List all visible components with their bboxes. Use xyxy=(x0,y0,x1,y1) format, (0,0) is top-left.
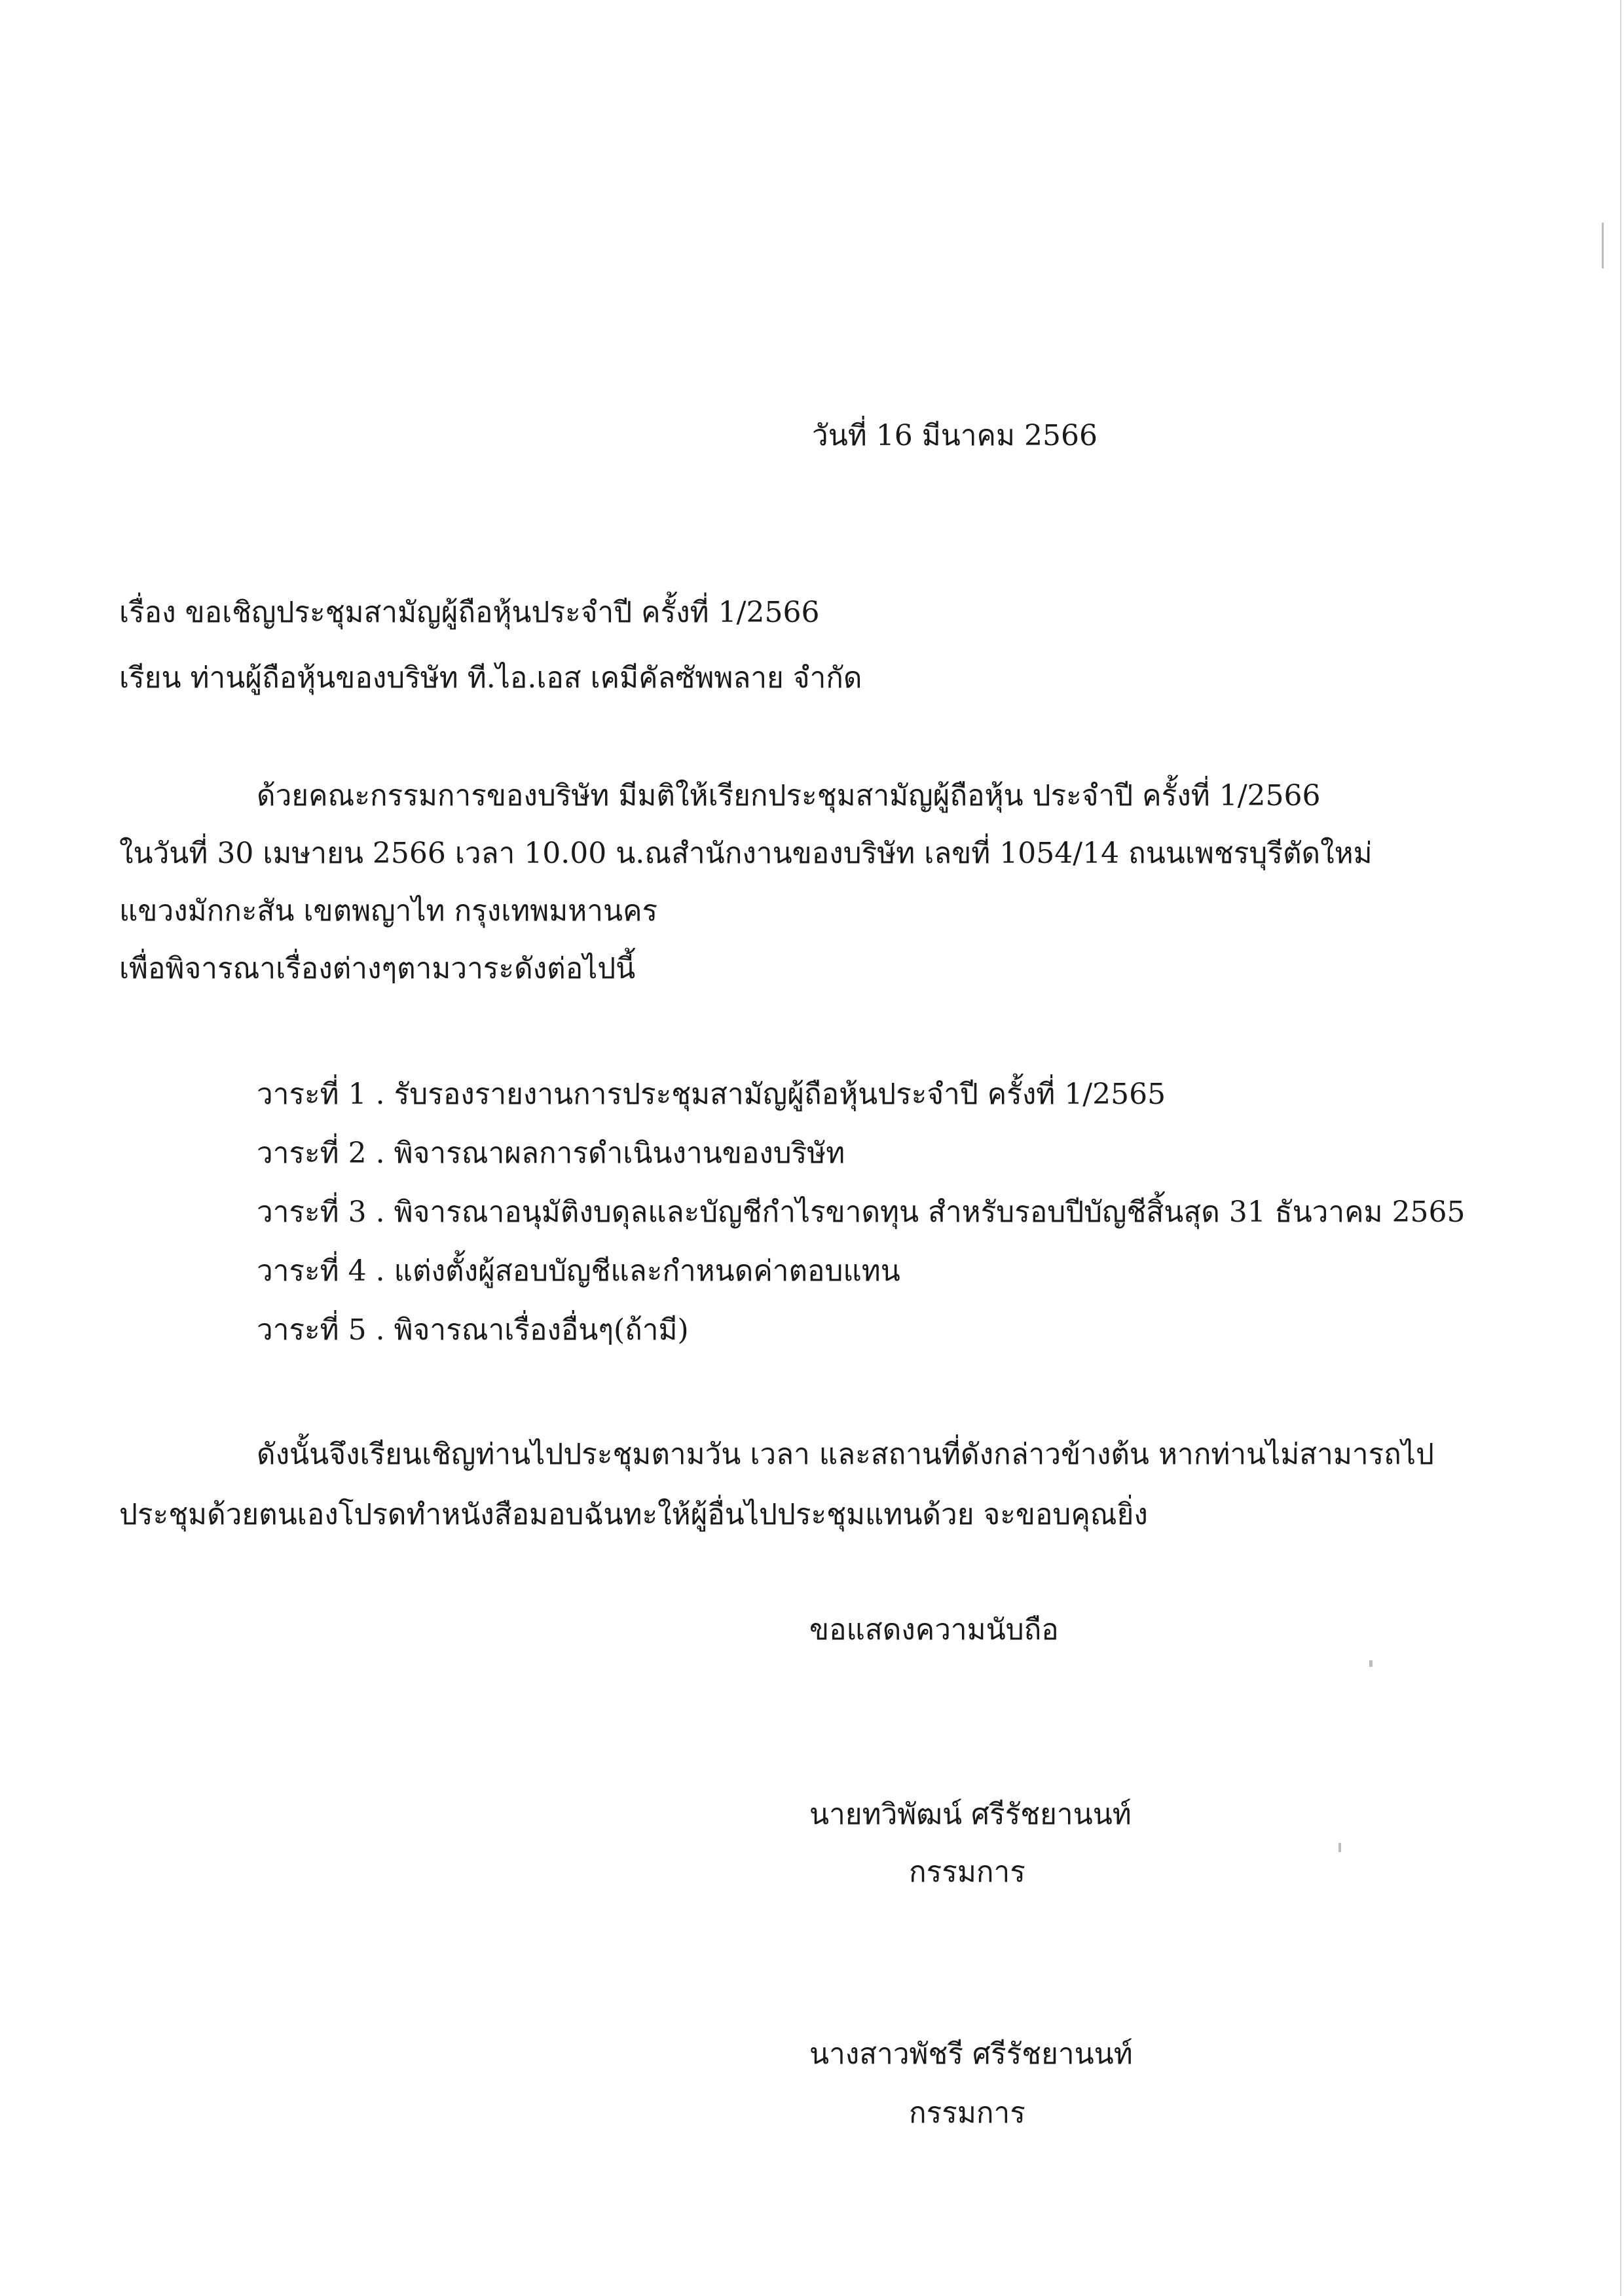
letter-date: วันที่ 16 มีนาคม 2566 xyxy=(812,419,1098,452)
body-intro-line: ในวันที่ 30 เมษายน 2566 เวลา 10.00 น.ณสำนักงานของบริษัท เลขที่ 1054/14 ถนนเพชรบุรีตัดใหม่ xyxy=(119,837,1373,870)
scan-edge-line xyxy=(1620,0,1621,2296)
signatory-name: นายทวิพัฒน์ ศรีรัชยานนท์ xyxy=(809,1798,1132,1831)
body-closing-line: ประชุมด้วยตนเองโปรดทำหนังสือมอบฉันทะให้ผู้อื่นไปประชุมแทนด้วย จะขอบคุณยิ่ง xyxy=(119,1498,1148,1531)
agenda-item: วาระที่ 4 . แต่งตั้งผู้สอบบัญชีและกำหนดค่าตอบแทน xyxy=(257,1254,900,1288)
agenda-item: วาระที่ 3 . พิจารณาอนุมัติงบดุลและบัญชีกำไรขาดทุน สำหรับรอบปีบัญชีสิ้นสุด 31 ธันวาคม 2565 xyxy=(257,1195,1466,1229)
signatory-title: กรรมการ xyxy=(909,2096,1025,2130)
agenda-item: วาระที่ 2 . พิจารณาผลการดำเนินงานของบริษัท xyxy=(257,1137,845,1170)
agenda-item: วาระที่ 5 . พิจารณาเรื่องอื่นๆ(ถ้ามี) xyxy=(257,1313,689,1347)
body-closing-line: ดังนั้นจึงเรียนเชิญท่านไปประชุมตามวัน เวลา และสถานที่ดังกล่าวข้างต้น หากท่านไม่สามารถไป xyxy=(257,1438,1434,1471)
signatory-title: กรรมการ xyxy=(909,1855,1025,1889)
body-intro-line: ด้วยคณะกรรมการของบริษัท มีมติให้เรียกประชุมสามัญผู้ถือหุ้น ประจำปี ครั้งที่ 1/2566 xyxy=(257,779,1321,812)
signatory-name: นางสาวพัชรี ศรีรัชยานนท์ xyxy=(809,2037,1133,2071)
complimentary-close: ขอแสดงความนับถือ xyxy=(809,1613,1059,1647)
scan-mark xyxy=(1602,223,1604,268)
letter-subject: เรื่อง ขอเชิญประชุมสามัญผู้ถือหุ้นประจำปี ครั้งที่ 1/2566 xyxy=(119,596,820,629)
scan-mark xyxy=(1338,1843,1341,1852)
letter-salutation: เรียน ท่านผู้ถือหุ้นของบริษัท ที.ไอ.เอส เคมีคัลซัพพลาย จำกัด xyxy=(119,661,862,695)
body-intro-line: แขวงมักกะสัน เขตพญาไท กรุงเทพมหานคร xyxy=(119,894,658,928)
agenda-item: วาระที่ 1 . รับรองรายงานการประชุมสามัญผู้ถือหุ้นประจำปี ครั้งที่ 1/2565 xyxy=(257,1078,1166,1111)
body-intro-line: เพื่อพิจารณาเรื่องต่างๆตามวาระดังต่อไปนี้ xyxy=(119,952,636,985)
scan-mark xyxy=(1369,1660,1373,1667)
